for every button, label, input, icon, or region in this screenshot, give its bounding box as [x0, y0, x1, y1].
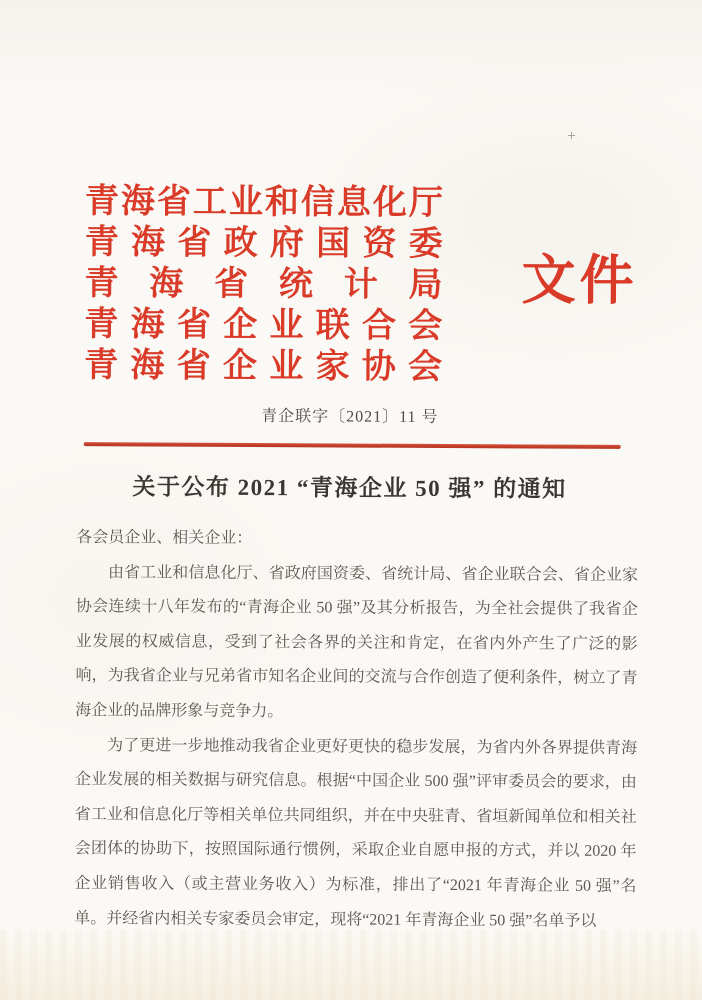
- body-paragraph-2: 为了更进一步地推动我省企业更好更快的稳步发展，为省内外各界提供青海企业发展的相关数据与研究信息。根据“中国企业 500 强”评审委员会的要求，由省工业和信息化厅等相关单位共同组织，并在中央驻青、省垣新闻单位和相关社会团体的协助下，按照国际通行惯例，采取企业自愿申报的方式，并以 2020 年企业销售收入（或主营业务收入）为标准，排出了“2021 年青海企业 50 强”名单。并经省内相关专家委员会审定，现将“2021 年青海企业 50 强”名单予以: [74, 736, 638, 930]
- letterhead-org-line-5: 青 海 省 企 业 家 协 会: [84, 347, 443, 387]
- reference-number: 青企联字〔2021〕11 号: [261, 408, 439, 426]
- document-body: [74, 521, 638, 939]
- letterhead-org-line-2: 青 海 省 政 府 国 资 委: [84, 224, 443, 264]
- letterhead-org-line-1: 青 海 省 工 业 和 信 息 化 厅: [84, 183, 444, 223]
- body-paragraph-1: 由省工业和信息化厅、省政府国资委、省统计局、省企业联合会、省企业家协会连续十八年发布的“青海企业 50 强”及其分析报告，为全社会提供了我省企业发展的权威信息，受到了社会各界的关注和肯定，在省内外产生了广泛的影响，为我省企业与兄弟省市知名企业间的交流与合作创造了便利条件，树立了青海企业的品牌形象与竞争力。: [75, 563, 639, 721]
- document-title: 关于公布 2021 “青海企业 50 强” 的通知: [132, 474, 567, 502]
- letterhead-org-line-4: 青 海 省 企 业 联 合 会: [84, 306, 443, 346]
- body-salutation: 各会员企业、相关企业：: [76, 529, 253, 548]
- doc-type-label: 文件: [521, 250, 638, 312]
- letterhead-org-line-3: 青 海 省 统 计 局: [84, 265, 443, 305]
- letterhead-org-block: [84, 181, 443, 388]
- red-divider-rule: [84, 442, 621, 449]
